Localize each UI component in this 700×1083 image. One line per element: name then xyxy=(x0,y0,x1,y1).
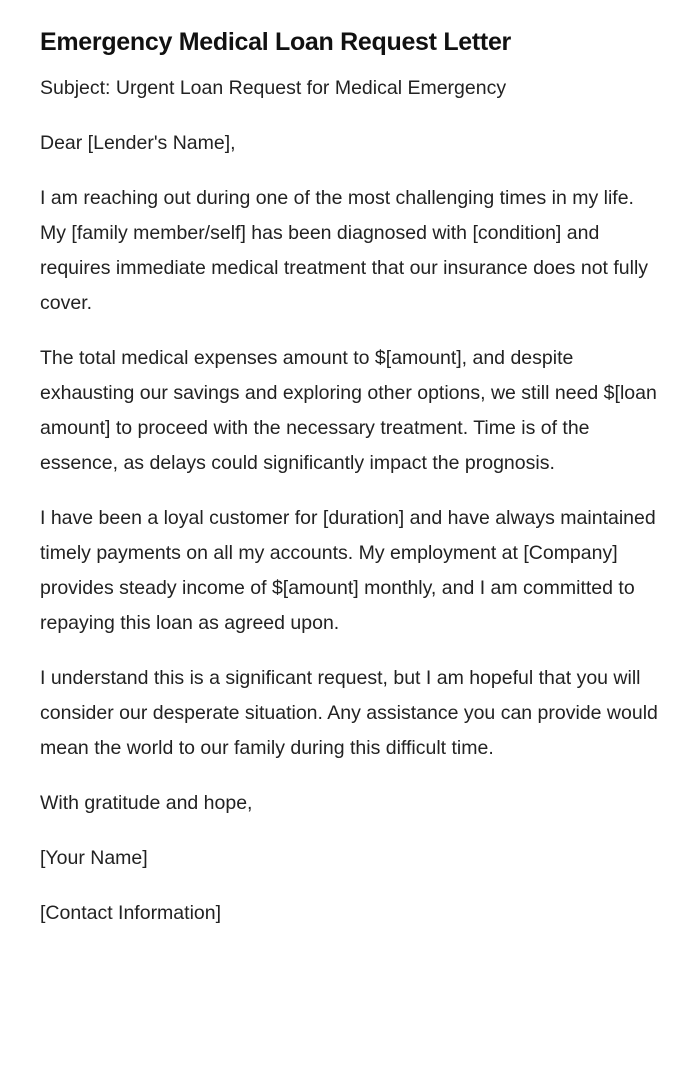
subject-line: Subject: Urgent Loan Request for Medical Emergency xyxy=(40,77,507,99)
closing: With gratitude and hope, xyxy=(40,792,253,814)
paragraph: The total medical expenses amount to $[amount], and despite exhausting our savings and exploring other options, we still need $[loan amount] to proceed with the necessary treatment. Time is of the essence, as delays could significantly impact the prognosis. xyxy=(40,347,657,474)
signature-name: [Your Name] xyxy=(40,847,148,869)
paragraph: I am reaching out during one of the most challenging times in my life. My [family member/self] has been diagnosed with [condition] and requires immediate medical treatment that our insurance does not fully cover. xyxy=(40,187,649,314)
salutation: Dear [Lender's Name], xyxy=(40,132,236,154)
letter-title: Emergency Medical Loan Request Letter xyxy=(40,28,511,56)
paragraph: I have been a loyal customer for [duration] and have always maintained timely payments on all my accounts. My employment at [Company] provides steady income of $[amount] monthly, and I am committed to repaying this loan as agreed upon. xyxy=(40,507,656,634)
paragraph: I understand this is a significant request, but I am hopeful that you will consider our desperate situation. Any assistance you can provide would mean the world to our family during this difficult time. xyxy=(40,667,658,759)
contact-info: [Contact Information] xyxy=(40,902,222,924)
